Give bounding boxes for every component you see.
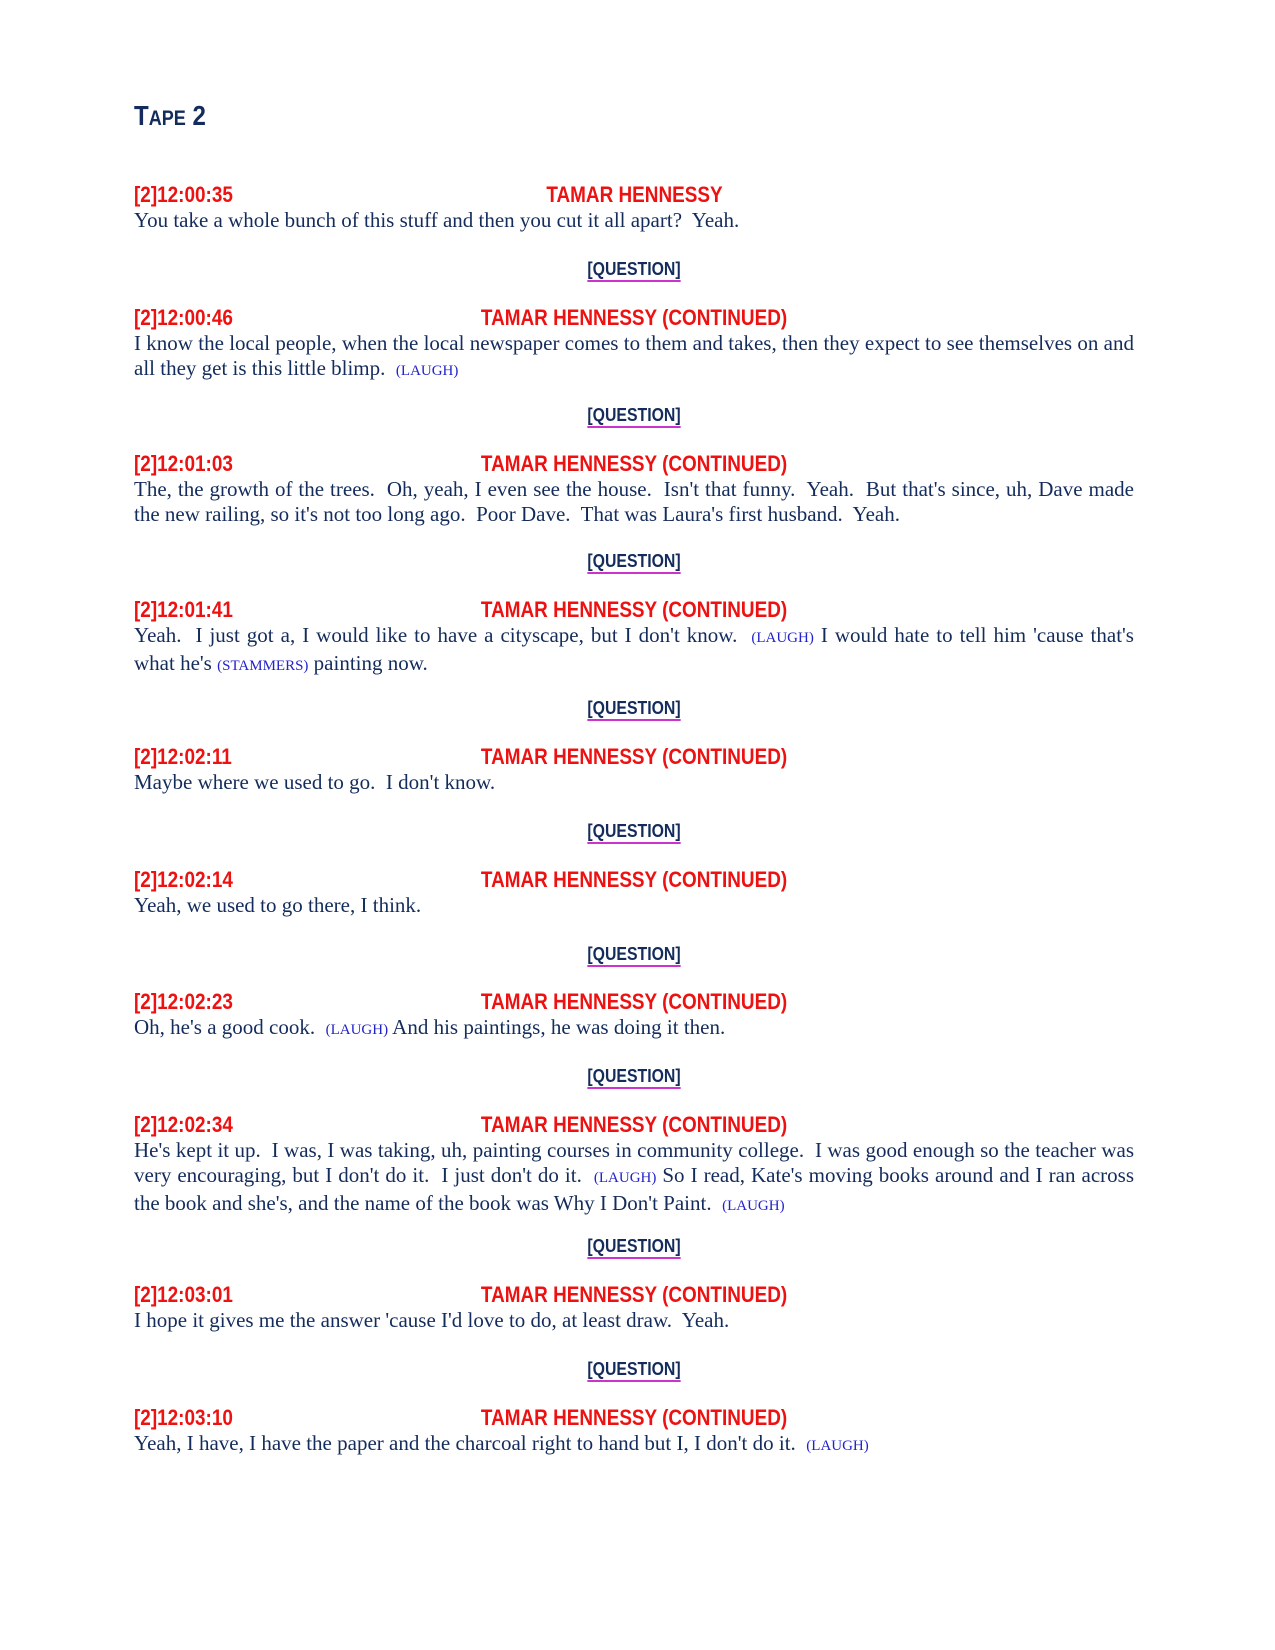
question-marker — [134, 1065, 1134, 1089]
entry-header — [134, 182, 1134, 208]
spoken-text: Oh, he's a good cook. — [134, 1015, 326, 1039]
question-label: [QUESTION] — [587, 1065, 680, 1089]
entry-text — [134, 770, 1134, 795]
question-marker — [134, 820, 1134, 844]
entry-header — [134, 1282, 1134, 1308]
transcript-entry — [134, 867, 1134, 918]
transcript-entry — [134, 182, 1134, 233]
transcript-entry — [134, 1405, 1134, 1459]
transcript-entry — [134, 989, 1134, 1043]
speaker-name: TAMAR HENNESSY (CONTINUED) — [480, 451, 788, 476]
speaker-name: TAMAR HENNESSY — [545, 182, 723, 207]
timecode: [2]12:03:01 — [134, 1282, 233, 1307]
question-label: [QUESTION] — [587, 820, 680, 844]
spoken-text: I hope it gives me the answer 'cause I'd love to do, at least draw. Yeah. — [134, 1308, 730, 1332]
question-label: [QUESTION] — [587, 404, 680, 428]
spoken-text: Yeah, we used to go there, I think. — [134, 893, 422, 917]
spoken-text: And his paintings, he was doing it then. — [388, 1015, 726, 1039]
timecode: [2]12:02:23 — [134, 989, 233, 1014]
entry-header — [134, 451, 1134, 477]
question-label: [QUESTION] — [587, 943, 680, 967]
tape-title — [134, 100, 206, 132]
spoken-text: Yeah. I just got a, I would like to have a cityscape, but I don't know. — [134, 623, 752, 647]
question-marker — [134, 404, 1134, 428]
entry-text — [134, 1015, 1134, 1043]
question-marker — [134, 258, 1134, 282]
spoken-text: So I read, Kate's moving books around and I ran across the book and she's, and the name of the book was Why I Don't Paint. — [134, 1163, 1140, 1215]
transcript-entry — [134, 1282, 1134, 1333]
entry-text — [134, 1308, 1134, 1333]
timecode: [2]12:00:35 — [134, 182, 233, 207]
timecode: [2]12:02:34 — [134, 1112, 233, 1137]
stage-cue: (LAUGH) — [751, 630, 814, 646]
transcript-entry — [134, 451, 1140, 527]
entry-text — [134, 208, 1134, 233]
entry-header — [134, 989, 1134, 1015]
speaker-name: TAMAR HENNESSY (CONTINUED) — [480, 1282, 788, 1307]
speaker-name: TAMAR HENNESSY (CONTINUED) — [480, 744, 788, 769]
question-label: [QUESTION] — [587, 1358, 680, 1382]
entry-text — [134, 623, 1140, 679]
stage-cue: (LAUGH) — [395, 363, 459, 379]
entry-header — [134, 305, 1134, 331]
speaker-name: TAMAR HENNESSY (CONTINUED) — [480, 597, 788, 622]
spoken-text: He's kept it up. I was, I was taking, uh, painting courses in community college. I was good enough so the teacher was very encouraging, but I don't do it. I just don't do it. — [134, 1138, 1140, 1187]
speaker-name: TAMAR HENNESSY (CONTINUED) — [480, 867, 788, 892]
entry-text — [134, 893, 1134, 918]
question-marker — [134, 1235, 1134, 1259]
question-label: [QUESTION] — [587, 697, 680, 721]
question-label: [QUESTION] — [587, 1235, 680, 1259]
transcript-entry — [134, 305, 1140, 384]
entry-header — [134, 597, 1134, 623]
spoken-text: I know the local people, when the local newspaper comes to them and takes, then they expect to see themselves on and all they get is this little blimp. — [134, 331, 1140, 380]
stage-cue: (LAUGH) — [722, 1198, 785, 1214]
timecode: [2]12:01:03 — [134, 451, 233, 476]
stage-cue: (LAUGH) — [325, 1022, 389, 1038]
spoken-text: painting now. — [308, 651, 428, 675]
speaker-name: TAMAR HENNESSY (CONTINUED) — [480, 1112, 788, 1137]
speaker-name: TAMAR HENNESSY (CONTINUED) — [480, 989, 788, 1014]
stage-cue: (LAUGH) — [593, 1170, 657, 1186]
stage-cue: (STAMMERS) — [217, 658, 309, 674]
tape-title-number: 2 — [192, 100, 206, 131]
transcript-entry — [134, 744, 1134, 795]
question-marker — [134, 697, 1134, 721]
timecode: [2]12:01:41 — [134, 597, 233, 622]
timecode: [2]12:02:11 — [134, 744, 232, 769]
entry-text — [134, 331, 1140, 384]
speaker-name: TAMAR HENNESSY (CONTINUED) — [480, 305, 788, 330]
question-marker — [134, 1358, 1134, 1382]
spoken-text: Yeah, I have, I have the paper and the charcoal right to hand but I, I don't do it. — [134, 1431, 807, 1455]
spoken-text: You take a whole bunch of this stuff and then you cut it all apart? Yeah. — [134, 208, 740, 232]
question-label: [QUESTION] — [587, 550, 680, 574]
entry-header — [134, 1405, 1134, 1431]
entry-text — [134, 1431, 1134, 1459]
stage-cue: (LAUGH) — [806, 1438, 869, 1454]
entry-header — [134, 867, 1134, 893]
entry-text — [134, 1138, 1140, 1219]
timecode: [2]12:03:10 — [134, 1405, 233, 1430]
timecode: [2]12:00:46 — [134, 305, 233, 330]
entry-text — [134, 477, 1140, 527]
timecode: [2]12:02:14 — [134, 867, 233, 892]
speaker-name: TAMAR HENNESSY (CONTINUED) — [480, 1405, 788, 1430]
tape-title-rest: APE — [148, 107, 186, 130]
tape-title-initial: T — [134, 100, 149, 131]
spoken-text: Maybe where we used to go. I don't know. — [134, 770, 496, 794]
question-marker — [134, 550, 1134, 574]
transcript-entry — [134, 1112, 1140, 1219]
question-marker — [134, 943, 1134, 967]
spoken-text: I would hate to tell him 'cause that's what he's — [134, 623, 1140, 675]
entry-header — [134, 1112, 1134, 1138]
transcript-entry — [134, 597, 1140, 679]
spoken-text: The, the growth of the trees. Oh, yeah, I even see the house. Isn't that funny. Yeah. But that's since, uh, Dave made the new railing, so it's not too long ago. Poor Dave. That was Laura's first husband. Yeah. — [134, 477, 1140, 526]
entry-header — [134, 744, 1134, 770]
question-label: [QUESTION] — [587, 258, 680, 282]
